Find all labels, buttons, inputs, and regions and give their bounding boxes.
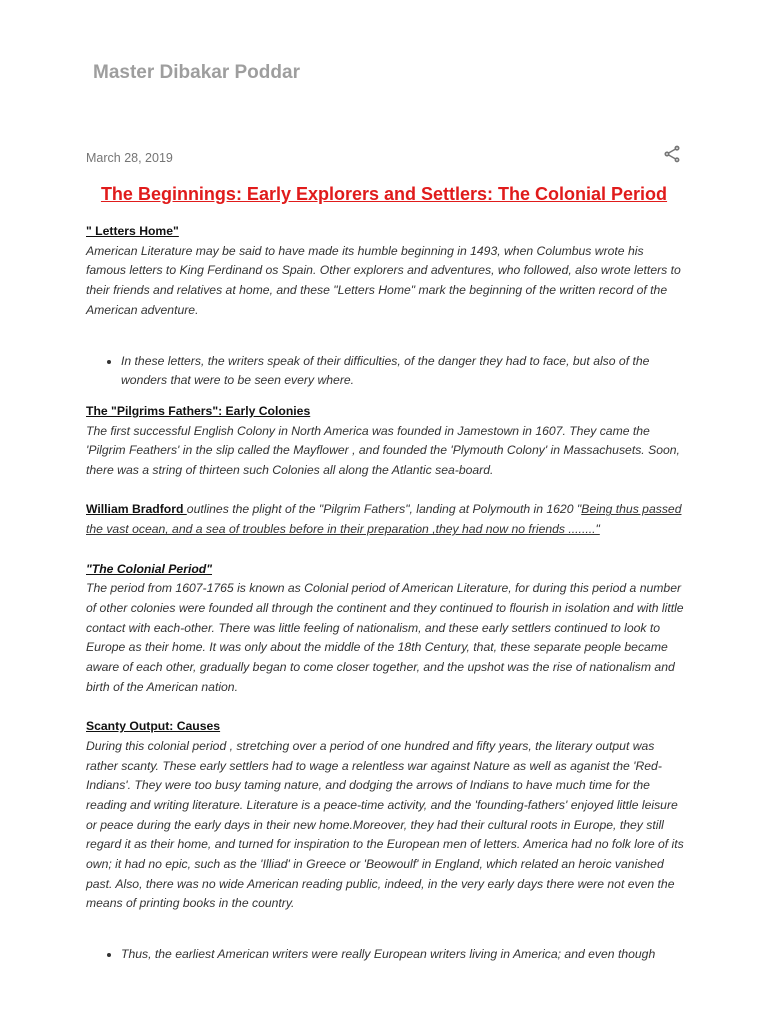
paragraph-pilgrims: The first successful English Colony in North America was founded in Jamestown in 1607. They came the 'Pilgrim Feathers' in the slip called the Mayflower , and founded the 'Plymouth Colony' in Massachusets. Soon, there was a string of thirteen such Colonies all along the Atlantic sea-board. (86, 423, 680, 478)
bradford-name: William Bradford (86, 502, 187, 517)
section-heading-pilgrims: The "Pilgrims Fathers": Early Colonies (86, 403, 311, 418)
bradford-quote: Being thus passed the vast ocean, and a sea of troubles before in their preparation ,they had now no friends ........" (86, 502, 682, 537)
post-date: March 28, 2019 (86, 151, 173, 165)
bullet-list-letters (86, 352, 684, 391)
paragraph-colonial-period: The period from 1607-1765 is known as Colonial period of American Literature, for during this period a number of other colonies were founded all through the continent and they continued to flourish in isolation and with little contact with each-other. There was little feeling of nationalism, and these early settlers continued to look to Europe as their home. It was only about the middle of the 18th Century, that, these separate people became aware of each other, gradually began to come closer together, and the upshot was the rise of nationalism and birth of the American nation. (86, 581, 684, 694)
post-body (86, 222, 684, 965)
blog-title[interactable]: Master Dibakar Poddar (93, 62, 300, 83)
paragraph-letters-home: American Literature may be said to have made its humble beginning in 1493, when Columbus wrote his famous letters to King Ferdinand os Spain. Other explorers and adventures, who followed, also wrote letters to their friends and relatives at home, and these "Letters Home" mark the beginning of the written record of the American adventure. (86, 243, 681, 317)
post-title: The Beginnings: Early Explorers and Settlers: The Colonial Period (100, 184, 668, 204)
paragraph-bradford (86, 500, 684, 539)
share-icon[interactable] (662, 144, 682, 164)
bullet-list-scanty (86, 945, 684, 965)
section-heading-colonial-period: "The Colonial Period" (86, 561, 212, 576)
bradford-text: outlines the plight of the "Pilgrim Fathers", landing at Polymouth in 1620 " (186, 502, 582, 517)
section-heading-letters-home: " Letters Home" (86, 224, 179, 238)
list-item: • In these letters, the writers speak of their difficulties, of the danger they had to face, but also of the wonders that were to be seen every where. (121, 352, 684, 391)
section-heading-scanty-output: Scanty Output: Causes (86, 719, 221, 734)
paragraph-scanty-output: During this colonial period , stretching over a period of one hundred and fifty years, the literary output was rather scanty. These early settlers had to wage a relentless war against Nature as well as aganist the 'Red-Indians'. They were too busy taming nature, and dodging the arrows of Indians to have much time for the reading and writing literature. Literature is a peace-time activity, and the 'founding-fathers' enjoyed little leisure or peace during the early days in their new home.Moreover, they had their cultural roots in Europe, they still regard it as their home, and turned for inspiration to the European men of letters. America had no folk lore of its own; it had no epic, such as the 'Illiad' in Greece or 'Beowoulf' in England, which related an heroic vanished past. Also, there was no wide American reading public, indeed, in the very early days there were not even the means of printing books in the country. (86, 738, 684, 911)
list-item: • Thus, the earliest American writers were really European writers living in America; and even though (121, 945, 684, 965)
